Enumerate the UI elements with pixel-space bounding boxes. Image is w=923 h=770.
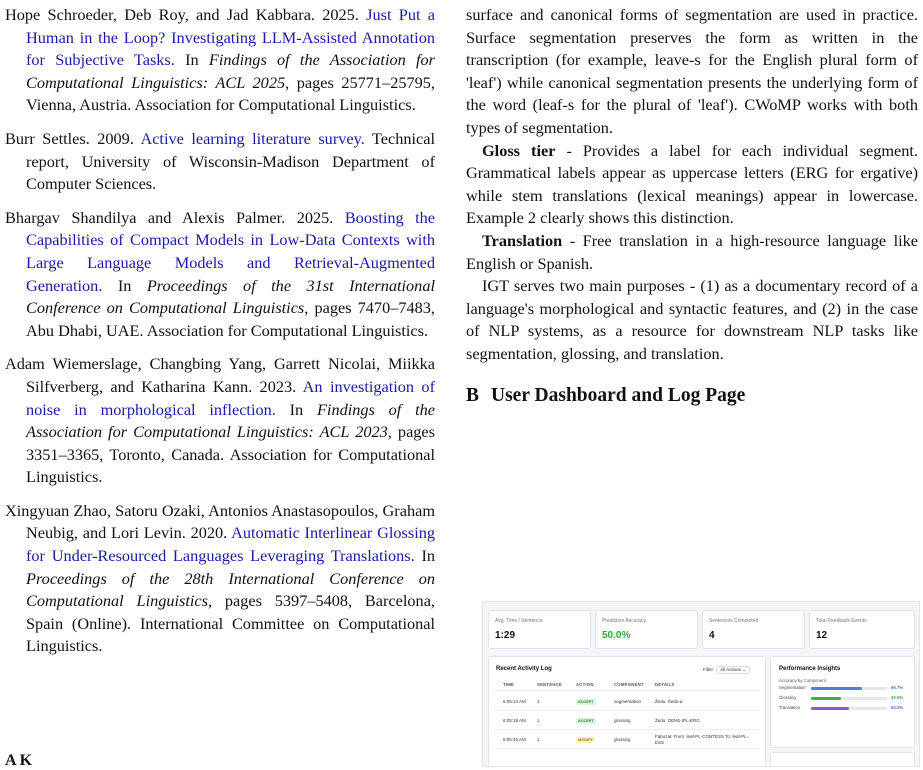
translation-term: Translation	[482, 230, 563, 250]
translation-text: - Free translation in a high-resource language like English or Spanish.	[466, 230, 918, 273]
filter-label: Filter:	[703, 667, 715, 672]
activity-log-card	[488, 656, 766, 767]
reference-entry	[5, 128, 435, 196]
reference-authors: Burr Settles. 2009.	[5, 128, 141, 148]
column-header-time: TIME	[503, 682, 515, 687]
action-badge: ACCEPT	[578, 700, 594, 704]
accuracy-track	[811, 687, 887, 690]
reference-text: Technical report, University of Wisconsin-Madison Department of Computer Sciences.	[26, 128, 435, 194]
reference-details: , pages 5397–5408, Barcelona, Spain (Online). International Committee on Computational Linguistics.	[26, 591, 435, 656]
activity-log-title: Recent Activity Log	[496, 666, 552, 672]
stat-value: 1:29	[495, 630, 516, 641]
insights-subtitle: Accuracy by Component	[779, 678, 826, 683]
row-divider	[494, 748, 760, 749]
reference-authors: Bhargav Shandilya and Alexis Palmer. 2025.	[5, 207, 345, 227]
cell-sentence: 1	[537, 737, 540, 742]
accuracy-bar	[811, 697, 841, 700]
cell-sentence: 1	[537, 718, 540, 723]
reference-venue: Findings of the Association for Computational Linguistics: ACL 2025	[26, 50, 435, 92]
accuracy-value: 66.7%	[891, 685, 904, 690]
insights-card	[770, 656, 915, 748]
reference-entry	[5, 207, 435, 343]
cut-heading: A K	[5, 752, 33, 769]
stat-card-feedback	[809, 610, 915, 649]
gloss-tier-text: - Provides a label for each individual segment. Grammatical labels appear as uppercase letters (ERG for ergative) while stem translations (lexical meanings) appear in lowercase. Example 2 clearly shows this distinction.	[466, 140, 918, 228]
reference-venue: Findings of the Association for Computational Linguistics: ACL 2023	[26, 399, 436, 442]
cell-component: segmentation	[614, 699, 642, 704]
filter-value: All Actions	[720, 667, 742, 672]
reference-entry	[5, 500, 435, 658]
accuracy-value: 50.0%	[891, 705, 904, 710]
cell-time: 6:05:18 AM	[503, 718, 526, 723]
filter-select[interactable]	[716, 666, 750, 674]
reference-authors: Hope Schroeder, Deb Roy, and Jad Kabbara. 2025.	[5, 5, 367, 24]
reference-entry	[5, 4, 435, 117]
dashboard-screenshot	[482, 601, 920, 767]
stat-label: Avg. Time / Sentence	[495, 618, 543, 624]
row-divider	[494, 710, 760, 711]
insights-title: Performance Insights	[779, 666, 841, 672]
action-badge: ACCEPT	[578, 719, 594, 723]
column-header-component: COMPONENT	[614, 682, 644, 687]
paragraph-gloss-tier	[466, 140, 918, 230]
cell-details: Fabozał: From: leaf-PL-CONTESS To: leaf-PL-ESS	[655, 734, 749, 745]
section-number: B	[466, 384, 480, 406]
paragraph-translation	[466, 230, 918, 275]
reference-details: , pages 3351–3365, Toronto, Canada. Association for Computational Linguistics.	[26, 422, 435, 487]
stat-card-accuracy	[595, 610, 698, 649]
gloss-tier-term: Gloss tier	[482, 140, 556, 160]
column-header-action: ACTION	[576, 682, 594, 687]
chevron-down-icon: ⌄	[742, 667, 747, 672]
paragraph-igt-purposes: IGT serves two main purposes - (1) as a documentary record of a language's morphological and syntactic features, and (2) in the case of NLP systems, as a resource for downstream NLP tasks like segmentation, glossing, and translation.	[466, 276, 918, 363]
cell-time: 6:05:14 AM	[503, 699, 526, 704]
stat-card-avg-time	[488, 610, 591, 649]
reference-details: , pages 7470–7483, Abu Dhabi, UAE. Association for Computational Linguistics.	[26, 298, 435, 340]
reference-text: In	[275, 399, 317, 419]
cell-details: Žedu: DEM1-IPL-ERG	[655, 718, 700, 723]
stat-label: Total Feedback Events	[816, 618, 867, 624]
reference-authors: Adam Wiemerslage, Changbing Yang, Garrett Nicolai, Miikka Silfverberg, and Katharina Kann. 2023.	[5, 354, 435, 396]
accuracy-track	[811, 697, 887, 700]
reference-entry	[5, 353, 435, 489]
stat-value: 4	[709, 630, 715, 641]
column-header-details: DETAILS	[655, 682, 675, 687]
reference-list	[5, 4, 435, 658]
cell-sentence: 1	[537, 699, 540, 704]
reference-link[interactable]: Boosting the Capabilities of Compact Models in Low-Data Contexts with Large Language Models and Retrieval-Augmented Generation.	[26, 207, 435, 295]
reference-text: In	[174, 50, 209, 70]
reference-link[interactable]: Automatic Interlinear Glossing for Under-Resourced Languages Leveraging Translations.	[26, 523, 436, 566]
references-column	[5, 0, 435, 669]
cell-details: Žedu: Šedu-a	[655, 699, 683, 704]
accuracy-track	[811, 707, 887, 710]
cell-time: 6:05:45 AM	[503, 737, 526, 742]
section-title: User Dashboard and Log Page	[491, 384, 746, 406]
cell-component: glossing	[614, 718, 631, 723]
header-divider	[494, 690, 760, 691]
stat-value: 50.0%	[602, 630, 631, 641]
reference-link[interactable]: An investigation of noise in morphological inflection.	[26, 376, 435, 419]
stat-label: Prediction Accuracy	[602, 618, 646, 624]
reference-authors: Xingyuan Zhao, Satoru Ozaki, Antonios Anastasopoulos, Graham Neubig, and Lori Levin. 2020.	[5, 500, 435, 543]
accuracy-label: Translation	[779, 705, 801, 710]
stat-card-sentences	[702, 610, 805, 649]
paragraph-segmentation: surface and canonical forms of segmentation are used in practice. Surface segmentation preserves the form as written in the transcription (for example, leave-s for the English plural form of 'leaf') while canonical segmentation presents the underlying form of the word (leaf-s for the plural of 'leaf'). CWoMP works with both types of segmentation.	[466, 5, 918, 137]
action-badge: MODIFY	[578, 738, 593, 742]
row-divider	[494, 729, 760, 730]
accuracy-label: Segmentation	[779, 685, 806, 690]
reference-link[interactable]: Just Put a Human in the Loop? Investigating LLM-Assisted Annotation for Subjective Tasks.	[26, 5, 435, 70]
filter-control[interactable]	[703, 666, 750, 674]
reference-venue: Proceedings of the 31st International Conference on Computational Linguistics	[26, 275, 435, 318]
stat-value: 12	[816, 630, 828, 641]
cell-component: glossing	[614, 737, 631, 742]
section-heading	[466, 385, 918, 408]
column-header-sentence: SENTENCE	[537, 682, 562, 687]
reference-text: In	[102, 275, 147, 295]
reference-details: , pages 25771–25795, Vienna, Austria. Association for Computational Linguistics.	[26, 72, 435, 115]
stat-label: Sentences Completed	[709, 618, 759, 624]
accuracy-label: Glossing	[779, 695, 796, 700]
accuracy-bar	[811, 687, 862, 690]
reference-text: In	[414, 546, 436, 566]
body-column	[466, 4, 918, 419]
reference-venue: Proceedings of the 28th International Conference on Computational Linguistics	[26, 568, 435, 611]
reference-link[interactable]: Active learning literature survey.	[140, 128, 365, 148]
accuracy-value: 40.0%	[891, 695, 904, 700]
accuracy-bar	[811, 707, 849, 710]
